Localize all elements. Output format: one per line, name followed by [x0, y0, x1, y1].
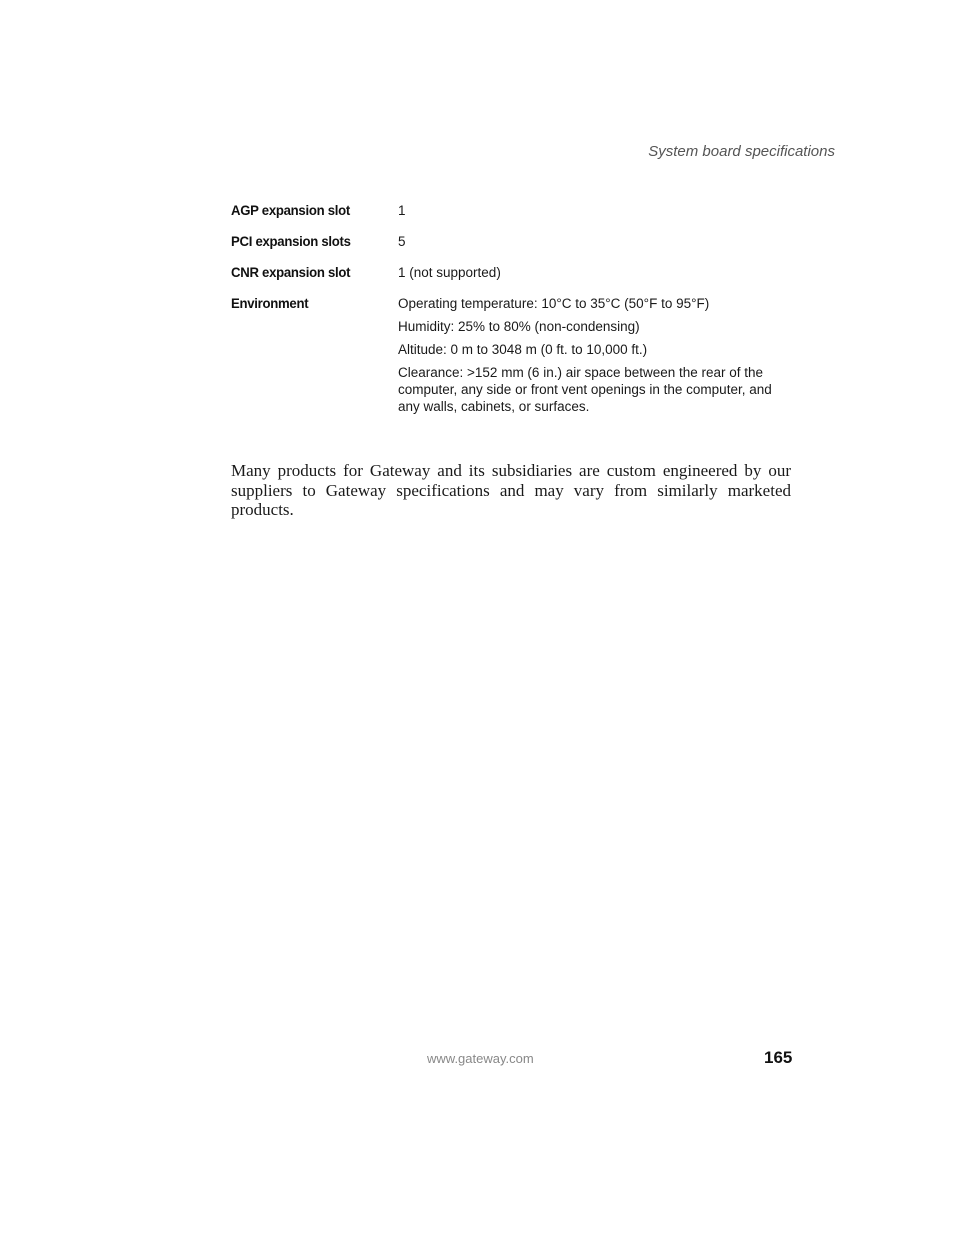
spec-label: Environment	[231, 295, 309, 311]
spec-row-environment	[231, 294, 791, 415]
spec-table	[231, 201, 791, 427]
body-paragraph: Many products for Gateway and its subsidiaries are custom engineered by our suppliers to Gateway specifications and may vary from similarly marketed products.	[231, 461, 791, 519]
spec-values	[398, 294, 791, 415]
footer-url: www.gateway.com	[427, 1051, 534, 1066]
spec-row-cnr	[231, 263, 791, 282]
spec-value-clearance: Clearance: >152 mm (6 in.) air space between the rear of the computer, any side or front vent openings in the computer, and any walls, cabinets, or surfaces.	[398, 365, 772, 414]
running-head: System board specifications	[648, 143, 835, 160]
spec-value: 5	[398, 234, 406, 249]
spec-value-temperature: Operating temperature: 10°C to 35°C (50°F to 95°F)	[398, 296, 710, 311]
spec-row-agp	[231, 201, 791, 220]
spec-value: 1 (not supported)	[398, 265, 501, 280]
spec-label: CNR expansion slot	[231, 264, 351, 280]
spec-value: 1	[398, 203, 406, 218]
spec-value-altitude: Altitude: 0 m to 3048 m (0 ft. to 10,000 ft.)	[398, 342, 648, 357]
spec-values	[398, 232, 791, 250]
page-number: 165	[764, 1048, 793, 1067]
spec-label: PCI expansion slots	[231, 233, 351, 249]
spec-value-humidity: Humidity: 25% to 80% (non-condensing)	[398, 319, 640, 334]
spec-values	[398, 201, 791, 219]
spec-label: AGP expansion slot	[231, 202, 351, 218]
spec-values	[398, 263, 791, 281]
spec-row-pci	[231, 232, 791, 251]
